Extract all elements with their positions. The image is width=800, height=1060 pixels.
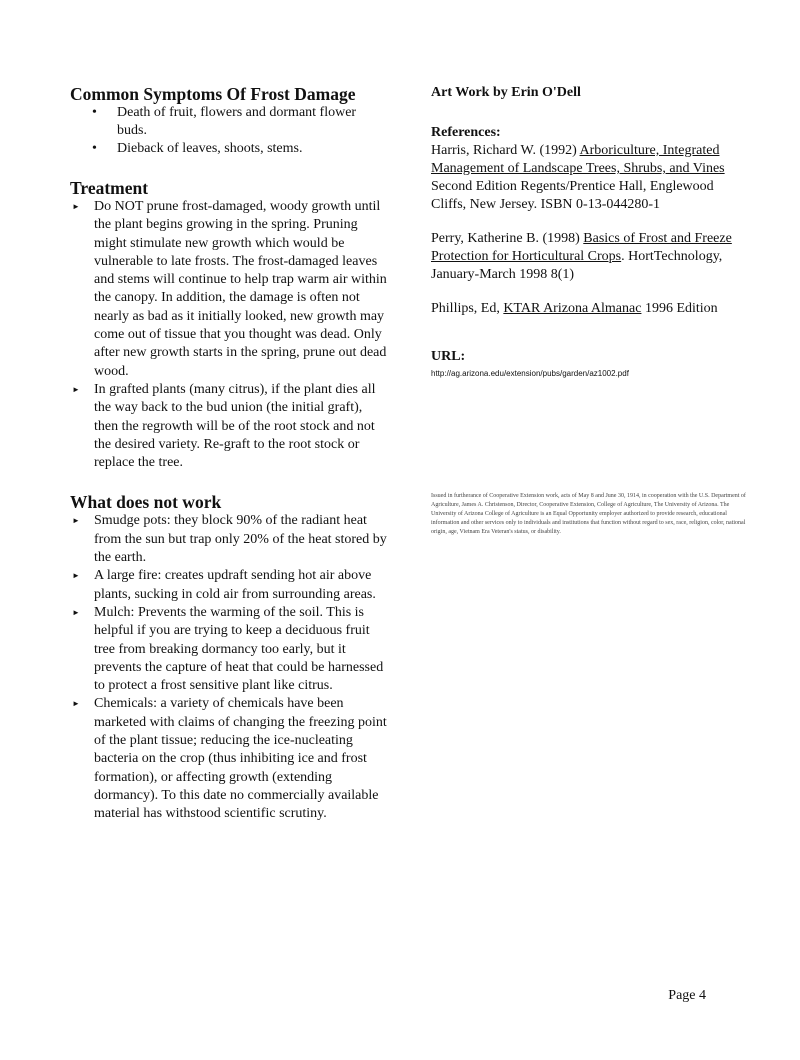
reference-phillips	[431, 300, 751, 318]
treatment-list	[70, 198, 388, 472]
references-heading: References:	[431, 125, 501, 140]
list-item: ► In grafted plants (many citrus), if the plant dies all the way back to the bud union (the initial graft), then the regrowth will be of the root stock and not the desired variety. Re-graft to the root stock or replace the tree.	[70, 381, 388, 472]
reference-harris	[431, 142, 751, 214]
reference-title: Basics of Frost and Freeze Protection for Horticultural Crops	[431, 231, 732, 264]
notwork-list	[70, 512, 388, 823]
symptoms-heading: Common Symptoms Of Frost Damage	[70, 84, 356, 104]
reference-author: Phillips, Ed,	[431, 301, 504, 316]
list-item: ► Do NOT prune frost-damaged, woody growth until the plant begins growing in the spring. Pruning might stimulate new growth which would be vulnerable to late frosts. The frost-damaged leaves and stems will continue to help trap warm air within the canopy. In addition, the damage is often not nearly as bad as it initially looked, new growth may come out of tissue that you thought was dead. Only after new growth starts in the spring, prune out dead wood.	[70, 198, 388, 381]
list-item: ► A large fire: creates updraft sending hot air above plants, sucking in cold air from surrounding areas.	[70, 567, 388, 604]
reference-author: Harris, Richard W. (1992)	[431, 143, 580, 158]
left-column	[70, 84, 388, 824]
url-heading: URL:	[431, 349, 466, 364]
list-item: ► Smudge pots: they block 90% of the radiant heat from the sun but trap only 20% of the heat stored by the earth.	[70, 512, 388, 567]
notwork-heading: What does not work	[70, 492, 222, 513]
right-column	[431, 84, 751, 379]
reference-details: Second Edition Regents/Prentice Hall, Englewood Cliffs, New Jersey. ISBN 0-13-044280-1	[431, 179, 714, 212]
reference-details: 1996 Edition	[641, 301, 718, 316]
reference-title: Arboriculture, Integrated Management of Landscape Trees, Shrubs, and Vines	[431, 143, 725, 176]
list-item: ► Chemicals: a variety of chemicals have been marketed with claims of changing the freezing point of the plant tissue; reducing the ice-nucleating bacteria on the crop (thus inhibiting ice and frost formation), or affecting growth (extending dormancy). To this date no commercially available material has withstood scientific scrutiny.	[70, 695, 388, 823]
reference-title: KTAR Arizona Almanac	[503, 301, 642, 316]
list-item: ► Mulch: Prevents the warming of the soil. This is helpful if you are trying to keep a deciduous fruit tree from breaking dormancy too early, but it prevents the capture of heat that could be harnessed to protect a frost sensitive plant like citrus.	[70, 604, 388, 695]
extension-fine-print: Issued in furtherance of Cooperative Extension work, acts of May 8 and June 30, 1914, in cooperation with the U.S. Department of Agriculture, James A. Christenson, Director, Cooperative Extension, College of Agriculture, The University of Arizona. The University of Arizona College of Agriculture is an Equal Opportunity employer authorized to provide research, educational information and other services only to individuals and institutions that function without regard to sex, race, religion, color, national origin, age, Vietnam Era Veteran's status, or disability.	[431, 493, 746, 535]
list-item: • Death of fruit, flowers and dormant flower buds.	[70, 104, 388, 140]
list-item: • Dieback of leaves, shoots, stems.	[70, 140, 388, 158]
reference-author: Perry, Katherine B. (1998)	[431, 231, 584, 246]
treatment-heading: Treatment	[70, 178, 149, 198]
art-credit: Art Work by Erin O'Dell	[431, 85, 581, 100]
page-number: Page 4	[668, 988, 706, 1003]
reference-details: . HortTechnology, January-March 1998 8(1)	[431, 249, 723, 282]
reference-perry	[431, 230, 751, 284]
url-link[interactable]: http://ag.arizona.edu/extension/pubs/garden/az1002.pdf	[431, 369, 629, 378]
symptoms-list	[70, 104, 388, 158]
